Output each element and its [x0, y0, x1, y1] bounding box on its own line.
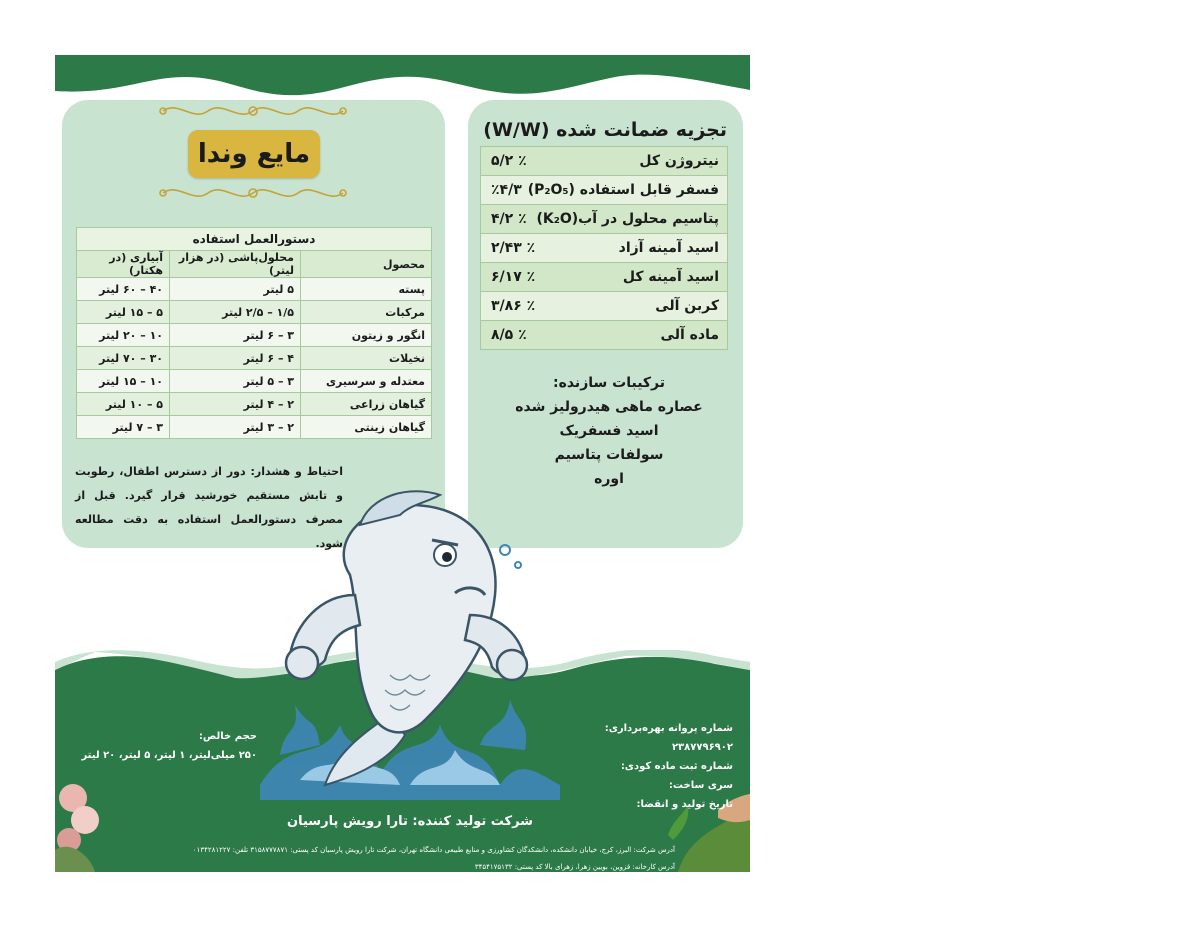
table-row — [77, 278, 432, 301]
muscular-fish-icon — [240, 485, 570, 815]
irrigation-cell: ۱۰ – ۱۵ لیتر — [77, 370, 170, 393]
volume-info — [77, 727, 257, 765]
analysis-row — [480, 263, 728, 292]
producer-name: شرکت تولید کننده: تارا رویش پارسیان — [287, 814, 533, 829]
analysis-value: ٪ ۸/۵ — [491, 327, 527, 343]
header-spray: محلول‌پاشی (در هزار لیتر) — [170, 251, 301, 278]
analysis-row — [480, 146, 728, 176]
spray-cell: ۲ – ۳ لیتر — [170, 416, 301, 439]
ingredient-item: عصاره ماهی هیدرولیز شده — [515, 399, 703, 415]
analysis-value: ٪۴/۳ — [491, 182, 522, 198]
analysis-row — [480, 321, 728, 350]
ingredients-title: ترکیبات سازنده: — [552, 375, 666, 391]
crop-cell: انگور و زیتون — [301, 324, 432, 347]
table-row — [77, 347, 432, 370]
analysis-value: ٪ ۴/۲ — [491, 211, 527, 227]
analysis-name: کربن آلی — [655, 298, 719, 314]
label-page — [55, 55, 750, 872]
crop-cell: گیاهان زراعی — [301, 393, 432, 416]
analysis-name: اسید آمینه آزاد — [618, 240, 719, 256]
analysis-name: پتاسیم محلول در آب(K₂O) — [536, 211, 719, 227]
irrigation-cell: ۳۰ – ۷۰ لیتر — [77, 347, 170, 370]
license-number: شماره پروانه بهره‌برداری: ۲۳۸۷۷۹۶۹۰۲ — [604, 723, 733, 753]
registration-info — [543, 719, 733, 814]
analysis-title: تجزیه ضمانت شده (W/W) — [483, 119, 727, 141]
analysis-row — [480, 292, 728, 321]
irrigation-cell: ۴۰ – ۶۰ لیتر — [77, 278, 170, 301]
spray-cell: ۳ – ۵ لیتر — [170, 370, 301, 393]
analysis-value: ٪ ۵/۲ — [491, 153, 527, 169]
header-crop: محصول — [301, 251, 432, 278]
irrigation-cell: ۳ – ۷ لیتر — [77, 416, 170, 439]
ingredient-item: سولفات پتاسیم — [554, 447, 664, 463]
spray-cell: ۳ – ۶ لیتر — [170, 324, 301, 347]
irrigation-cell: ۵ – ۱۰ لیتر — [77, 393, 170, 416]
crop-cell: پسته — [301, 278, 432, 301]
header-irrigation: آبیاری (در هکتار) — [77, 251, 170, 278]
ornament-top-icon — [153, 100, 353, 122]
table-row — [77, 301, 432, 324]
analysis-name: فسفر قابل استفاده (P₂O₅) — [527, 182, 719, 198]
ingredients-block — [491, 371, 727, 491]
spray-cell: ۵ لیتر — [170, 278, 301, 301]
analysis-list — [480, 146, 728, 350]
crop-cell: مرکبات — [301, 301, 432, 324]
company-address: آدرس شرکت: البرز، کرج، خیابان دانشکده، دانشکدگان کشاورزی و منابع طبیعی دانشگاه تهران، شرکت تارا رویش پارسیان کد پستی: ۳۱۵۸۷۷۷۸۷۱ تلفن: ۰۱۳۴۲۸۱۲۲۷ — [192, 846, 675, 854]
warning-text: احتیاط و هشدار: دور از دسترس اطفال، رطوبت و تابش مستقیم خورشید قرار گیرد. قبل از مصرف دستورالعمل استفاده به دقت مطالعه شود. — [75, 465, 343, 550]
address-block — [55, 842, 675, 872]
analysis-row — [480, 234, 728, 263]
spray-cell: ۱/۵ – ۲/۵ لیتر — [170, 301, 301, 324]
table-row — [77, 416, 432, 439]
fertilizer-code: شماره ثبت ماده کودی: — [620, 761, 733, 772]
table-row — [77, 324, 432, 347]
product-title: مایع وندا — [188, 130, 320, 178]
analysis-name: ماده آلی — [660, 327, 719, 343]
volume-value: ۲۵۰ میلی‌لیتر، ۱ لیتر، ۵ لیتر، ۲۰ لیتر — [81, 750, 257, 761]
table-row — [77, 393, 432, 416]
ingredient-item: اوره — [594, 471, 624, 487]
usage-table — [76, 227, 432, 439]
analysis-value: ٪ ۳/۸۶ — [491, 298, 536, 314]
factory-address: آدرس کارخانه: قزوین، بویین زهرا، زهرای بالا کد پستی: ۳۴۵۴۱۷۵۱۳۲ — [474, 863, 675, 871]
analysis-row — [480, 205, 728, 234]
volume-label: حجم خالص: — [198, 731, 257, 742]
spray-cell: ۴ – ۶ لیتر — [170, 347, 301, 370]
crop-cell: گیاهان زینتی — [301, 416, 432, 439]
batch-number: سری ساخت: — [668, 780, 733, 791]
analysis-name: نیتروژن کل — [639, 153, 719, 169]
spray-cell: ۲ – ۴ لیتر — [170, 393, 301, 416]
irrigation-cell: ۱۰ – ۲۰ لیتر — [77, 324, 170, 347]
table-row — [77, 370, 432, 393]
analysis-value: ٪ ۲/۴۳ — [491, 240, 536, 256]
analysis-row — [480, 176, 728, 205]
ingredient-item: اسید فسفریک — [559, 423, 659, 439]
ornament-bottom-icon — [153, 182, 353, 204]
usage-caption: دستورالعمل استفاده — [77, 228, 432, 251]
irrigation-cell: ۵ – ۱۵ لیتر — [77, 301, 170, 324]
top-wave-band — [55, 55, 750, 105]
analysis-value: ٪ ۶/۱۷ — [491, 269, 536, 285]
production-expiry-date: تاریخ تولید و انقضا: — [636, 799, 733, 810]
crop-cell: نخیلات — [301, 347, 432, 370]
analysis-name: اسید آمینه کل — [622, 269, 719, 285]
crop-cell: معتدله و سرسیری — [301, 370, 432, 393]
